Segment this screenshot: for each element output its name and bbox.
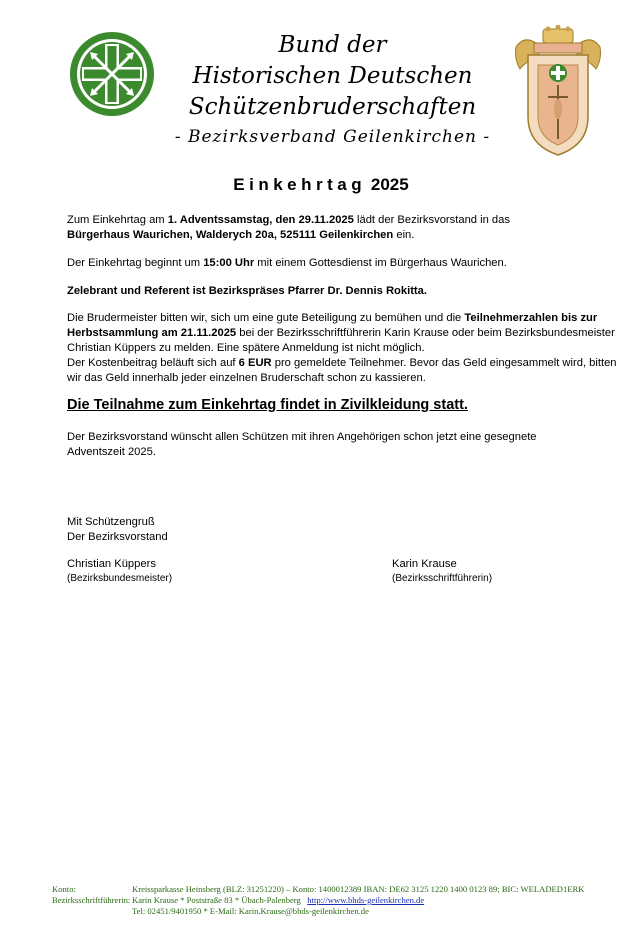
title-line-3: Schützenbruderschaften bbox=[188, 94, 477, 120]
footer-secretary-address bbox=[132, 895, 424, 906]
paragraph-greeting: Der Bezirksvorstand wünscht allen Schützen mit ihren Angehörigen schon jetzt eine gesegnete Adventszeit 2025. bbox=[67, 431, 537, 458]
text: mit einem Gottesdienst im Bürgerhaus Waurichen. bbox=[254, 257, 507, 269]
text: lädt der Bezirksvorstand in das bbox=[353, 214, 510, 226]
signature-role: (Bezirksbundesmeister) bbox=[67, 573, 173, 584]
footer bbox=[52, 884, 632, 917]
footer-contact: Tel: 02451/9401950 * E-Mail: Karin.Krause@bhds-geilenkirchen.de bbox=[132, 906, 369, 916]
signature-name: Karin Krause bbox=[392, 558, 457, 570]
paragraph-start-time bbox=[67, 256, 622, 271]
footer-secretary-label: Bezirksschriftführerin: bbox=[52, 895, 131, 905]
signature-name: Christian Küppers bbox=[67, 558, 156, 570]
text: ein. bbox=[393, 229, 415, 241]
footer-bank-details: Kreissparkasse Heinsberg (BLZ: 31251220) – Konto: 1400012389 IBAN: DE62 3125 1220 1400 0123 89; BIC: WELADED1ERK bbox=[132, 884, 585, 894]
registration-deadline: Teilnehmerzahlen bis zur Herbstsammlung am 21.11.2025 bbox=[67, 312, 598, 339]
event-location: Bürgerhaus Waurichen, Walderych 20a, 525111 Geilenkirchen bbox=[67, 229, 394, 241]
secretary-address: Karin Krause * Poststraße 83 * Übach-Palenberg bbox=[132, 895, 301, 905]
letterhead-subtitle: - Bezirksverband Geilenkirchen - bbox=[174, 127, 491, 147]
text: bei der Bezirksschriftführerin Karin Krause oder beim Bezirksbundesmeister Christian Küppers zu melden. Eine spätere Anmeldung ist nicht möglich. bbox=[67, 327, 615, 354]
district-crest-emblem bbox=[510, 25, 606, 157]
paragraph-registration bbox=[67, 311, 622, 386]
closing-line-2: Der Bezirksvorstand bbox=[67, 531, 168, 543]
document-heading bbox=[0, 175, 642, 195]
letterhead-title bbox=[160, 30, 505, 149]
text: Die Brudermeister bitten wir, sich um eine gute Beteiligung zu bemühen und die bbox=[67, 312, 465, 324]
footer-bank-row bbox=[52, 884, 632, 895]
closing bbox=[67, 515, 168, 545]
text: Der Kostenbeitrag beläuft sich auf bbox=[67, 357, 239, 369]
footer-secretary-row bbox=[52, 895, 632, 906]
event-date: 1. Adventssamstag, den 29.11.2025 bbox=[167, 214, 354, 226]
association-logo bbox=[68, 30, 156, 118]
website-link[interactable]: http://www.bhds-geilenkirchen.de bbox=[307, 895, 425, 905]
dress-code-notice: Die Teilnahme zum Einkehrtag findet in Zivilkleidung statt. bbox=[67, 397, 468, 413]
text: pro gemeldete Teilnehmer. Bevor das Geld eingesammelt wird, bitten wir das Geld innerhalb jeder einzelnen Bruderschaft schon zu kassieren. bbox=[67, 357, 617, 384]
text: Zum Einkehrtag am bbox=[67, 214, 168, 226]
footer-contact-row bbox=[52, 906, 632, 917]
text: Der Einkehrtag beginnt um bbox=[67, 257, 204, 269]
signature-left bbox=[67, 557, 172, 586]
footer-bank-label: Konto: bbox=[52, 884, 76, 894]
signature-right bbox=[392, 557, 492, 586]
fee-amount: 6 EUR bbox=[238, 357, 272, 369]
celebrant-text: Zelebrant und Referent ist Bezirkspräses Pfarrer Dr. Dennis Rokitta. bbox=[67, 285, 427, 297]
title-line-2: Historischen Deutschen bbox=[192, 63, 473, 89]
signature-role: (Bezirksschriftführerin) bbox=[392, 573, 493, 584]
closing-line-1: Mit Schützengruß bbox=[67, 516, 155, 528]
heading-title: Einkehrtag bbox=[233, 175, 367, 194]
title-line-1: Bund der bbox=[278, 32, 387, 58]
paragraph-celebrant bbox=[67, 284, 622, 299]
start-time: 15:00 Uhr bbox=[203, 257, 255, 269]
heading-year: 2025 bbox=[370, 175, 409, 194]
paragraph-invitation bbox=[67, 213, 622, 243]
